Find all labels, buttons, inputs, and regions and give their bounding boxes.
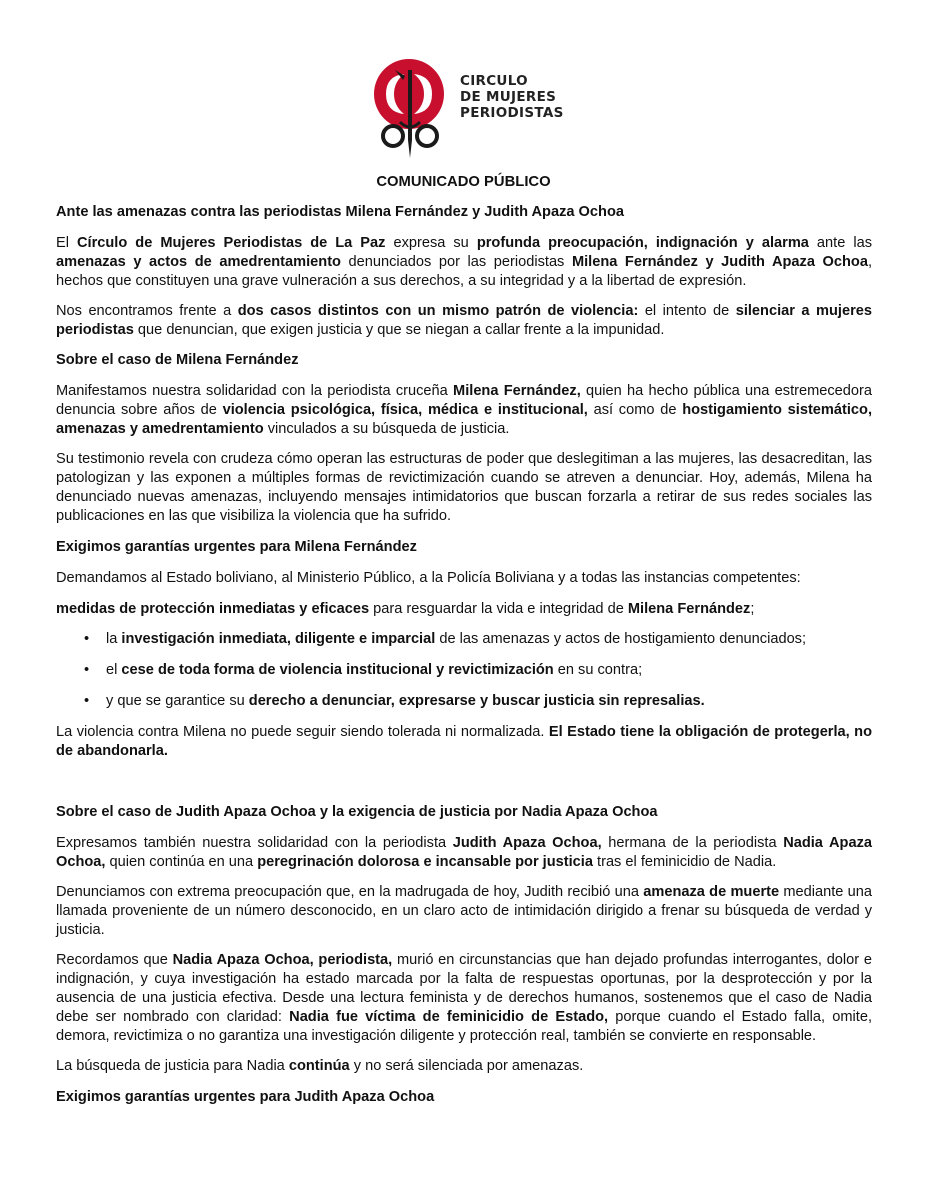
bold-text: silenciar a mujeres periodistas <box>56 303 872 338</box>
paragraph-1: El Círculo de Mujeres Periodistas de La Paz expresa su profunda preocupación, indignación y alarma ante las amenazas y actos de amedrentamiento denunciados por las periodistas Milena Fernández y Judith Apaza Ochoa, hechos que constituyen una grave vulneración a sus derechos, a su integridad y a la libertad de expresión. <box>56 235 873 289</box>
heading-intro: Ante las amenazas contra las periodistas Milena Fernández y Judith Apaza Ochoa <box>56 204 624 220</box>
list-item: • el cese de toda forma de violencia institucional y revictimización en su contra; <box>84 661 872 680</box>
bold-text: Milena Fernández <box>627 601 751 617</box>
logo-text <box>460 73 564 121</box>
bold-text: amenazas y actos de amedrentamiento <box>56 254 341 270</box>
bold-text: cese de toda forma de violencia institucional y revictimización <box>121 662 554 678</box>
paragraph-3: Manifestamos nuestra solidaridad con la periodista cruceña Milena Fernández, quien ha hecho pública una estremecedora denuncia sobre años de violencia psicológica, física, médica e institucional, así como de hostigamiento sistemático, amenazas y amedrentamiento vinculados a su búsqueda de justicia. <box>56 383 873 437</box>
logo <box>360 52 600 164</box>
bold-text: violencia psicológica, física, médica e institucional, <box>222 402 588 418</box>
heading-milena-case: Sobre el caso de Milena Fernández <box>56 352 299 368</box>
bold-text: continúa <box>288 1058 350 1074</box>
bold-text: medidas de protección inmediatas y eficaces <box>56 601 370 617</box>
heading-milena-guarantees: Exigimos garantías urgentes para Milena Fernández <box>56 539 417 555</box>
bold-text: peregrinación dolorosa e incansable por justicia <box>257 854 593 870</box>
bold-text: Nadia Apaza Ochoa, <box>56 835 872 870</box>
paragraph-6: medidas de protección inmediatas y eficaces para resguardar la vida e integridad de Milena Fernández; <box>56 601 755 617</box>
paragraph-10: Recordamos que Nadia Apaza Ochoa, periodista, murió en circunstancias que han dejado profundas interrogantes, dolor e indignación, y cuya investigación ha estado marcada por la falta de respuestas oportunas, por la desprotección y por la ausencia de una justicia efectiva. Desde una lectura feminista y de derechos humanos, sostenemos que el caso de Nadia debe ser nombrado con claridad: Nadia fue víctima de feminicidio de Estado, porque cuando el Estado falla, omite, demora, revictimiza o no garantiza una investigación diligente y protección real, también se convierte en responsable. <box>56 952 873 1044</box>
bold-text: amenaza de muerte <box>643 884 780 900</box>
bold-text: hostigamiento sistemático, amenazas y amedrentamiento <box>56 402 873 437</box>
page-title: COMUNICADO PÚBLICO <box>376 174 551 190</box>
list-item: • la investigación inmediata, diligente e imparcial de las amenazas y actos de hostigamiento denunciados; <box>84 630 872 649</box>
bold-text: El Estado tiene la obligación de protegerla, no de abandonarla. <box>56 724 873 759</box>
logo-line-2: DE MUJERES <box>460 89 557 105</box>
bold-text: Nadia Apaza Ochoa, periodista, <box>172 952 393 968</box>
bold-text: Círculo de Mujeres Periodistas de La Paz <box>77 235 386 251</box>
bold-text: profunda preocupación, indignación y alarma <box>476 235 809 251</box>
bold-text: derecho a denunciar, expresarse y buscar justicia sin represalias. <box>248 693 705 709</box>
demands-list <box>56 630 872 711</box>
bold-text: Milena Fernández, <box>453 383 581 399</box>
paragraph-5: Demandamos al Estado boliviano, al Ministerio Público, a la Policía Boliviana y a todas las instancias competentes: <box>56 570 801 586</box>
bold-text: dos casos distintos con un mismo patrón de violencia: <box>237 303 639 319</box>
paragraph-2: Nos encontramos frente a dos casos distintos con un mismo patrón de violencia: el intento de silenciar a mujeres periodistas que denuncian, que exigen justicia y que se niegan a callar frente a la impunidad. <box>56 303 872 338</box>
paragraph-4: Su testimonio revela con crudeza cómo operan las estructuras de poder que deslegitiman a las mujeres, las desacreditan, las patologizan y las exponen a múltiples formas de revictimización cuando se atreven a denunciar. Hoy, además, Milena ha denunciado nuevas amenazas, incluyendo mensajes intimidatorios que buscan forzarla a retirar de sus redes sociales las publicaciones en las que visibiliza la violencia que ha sufrido. <box>56 451 872 524</box>
bold-text: investigación inmediata, diligente e imparcial <box>121 631 436 647</box>
bold-text: Judith Apaza Ochoa, <box>452 835 602 851</box>
logo-line-3: PERIODISTAS <box>460 105 564 121</box>
heading-judith-guarantees: Exigimos garantías urgentes para Judith Apaza Ochoa <box>56 1089 435 1105</box>
paragraph-8: Expresamos también nuestra solidaridad con la periodista Judith Apaza Ochoa, hermana de la periodista Nadia Apaza Ochoa, quien continúa en una peregrinación dolorosa e incansable por justicia tras el feminicidio de Nadia. <box>56 835 872 870</box>
logo-emblem-icon <box>360 52 460 164</box>
heading-judith-case: Sobre el caso de Judith Apaza Ochoa y la exigencia de justicia por Nadia Apaza Ochoa <box>56 804 658 820</box>
paragraph-11: La búsqueda de justicia para Nadia continúa y no será silenciada por amenazas. <box>56 1058 584 1074</box>
document-body <box>56 203 872 1107</box>
paragraph-7: La violencia contra Milena no puede seguir siendo tolerada ni normalizada. El Estado tiene la obligación de protegerla, no de abandonarla. <box>56 724 873 759</box>
bold-text: Milena Fernández y Judith Apaza Ochoa <box>571 254 868 270</box>
logo-line-1: CIRCULO <box>460 73 528 89</box>
bold-text: Nadia fue víctima de feminicidio de Estado, <box>289 1009 609 1025</box>
list-item: • y que se garantice su derecho a denunciar, expresarse y buscar justicia sin represalias. <box>84 692 872 711</box>
paragraph-9: Denunciamos con extrema preocupación que, en la madrugada de hoy, Judith recibió una amenaza de muerte mediante una llamada proveniente de un número desconocido, en un claro acto de intimidación dirigido a frenar su búsqueda de verdad y justicia. <box>56 884 873 938</box>
